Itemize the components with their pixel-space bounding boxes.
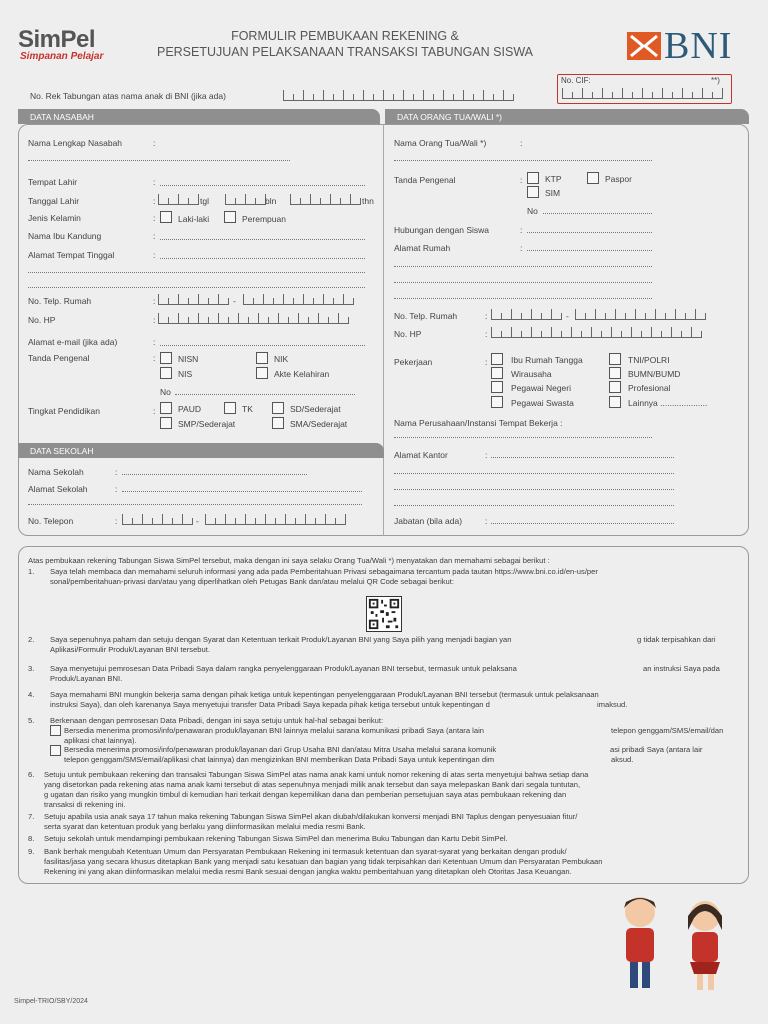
statement-5b-line2: telepon genggam/SMS/email/aplikasi chat lainnya) dan mengizinkan BNI memberikan Data Pribadi Saya untuk kepentingan dim (64, 755, 495, 764)
alamat-rumah-input-1[interactable] (527, 250, 652, 251)
akte-checkbox[interactable] (256, 367, 268, 379)
alamat-label: Alamat Tempat Tinggal (28, 250, 115, 260)
colon: : (520, 175, 523, 185)
tgl-label: tgl (200, 196, 209, 206)
item-number: 2. (28, 635, 35, 644)
paspor-label: Paspor (605, 174, 632, 184)
irt-checkbox[interactable] (491, 353, 503, 365)
bln-label: bln (265, 196, 277, 206)
statement-4-line1: Saya memahami BNI mungkin bekerja sama dengan pihak ketiga untuk kepentingan penyelenggaraan Produk/Layanan BNI tersebut (termasuk untuk pelaksanaan (50, 690, 599, 699)
statement-2-line1-end: g tidak terpisahkan dari (637, 635, 716, 644)
jabatan-label: Jabatan (bila ada) (394, 516, 463, 526)
bumn-checkbox[interactable] (609, 367, 621, 379)
paud-checkbox[interactable] (160, 402, 172, 414)
ortu-pengenal-no-label: No (527, 206, 538, 216)
nama-ortu-label: Nama Orang Tua/Wali *) (394, 138, 487, 148)
thn-label: thn (362, 196, 374, 206)
sim-checkbox[interactable] (527, 186, 539, 198)
colon: : (485, 450, 488, 460)
perempuan-checkbox[interactable] (224, 211, 236, 223)
simpel-logo-subtitle: Simpanan Pelajar (20, 51, 104, 62)
alamat-kantor-label: Alamat Kantor (394, 450, 448, 460)
tni-label: TNI/POLRI (628, 355, 670, 365)
colon: : (153, 213, 156, 223)
tk-label: TK (242, 404, 253, 414)
colon: : (153, 231, 156, 241)
promo-bni-checkbox[interactable] (50, 725, 61, 736)
item-number: 4. (28, 690, 35, 699)
email-label: Alamat e-mail (jika ada) (28, 337, 118, 347)
statement-3-line1-end: an instruksi Saya pada (643, 664, 720, 673)
sd-label: SD/Sederajat (290, 404, 341, 414)
statement-2-line1: Saya sepenuhnya paham dan setuju dengan Syarat dan Ketentuan terkait Produk/Layanan BNI yang Saya pilih yang menjadi bagian yan (50, 635, 512, 644)
ortu-pengenal-no-input[interactable] (543, 213, 652, 214)
colon: : (520, 225, 523, 235)
pendidikan-label: Tingkat Pendidikan (28, 406, 100, 416)
colon: : (153, 337, 156, 347)
statement-4-line2: instruksi Saya), dan oleh karenanya Saya menyetujui transfer Data Pribadi Saya kepada pihak ketiga tersebut untuk kepentingan d (50, 700, 490, 709)
item-number: 3. (28, 664, 35, 673)
pegawai-negeri-label: Pegawai Negeri (511, 383, 572, 393)
alamat-sekolah-input-1[interactable] (122, 491, 362, 492)
laki-laki-checkbox[interactable] (160, 211, 172, 223)
cif-label: No. CIF: (561, 76, 591, 85)
pengenal-no-label: No (160, 387, 171, 397)
ortu-telp-kode-cells[interactable] (491, 309, 562, 320)
colon: : (115, 516, 118, 526)
hubungan-label: Hubungan dengan Siswa (394, 225, 489, 235)
statement-1-line2: sonal/pemberitahuan-privasi dan/atau yang diperlihatkan oleh Petugas Bank dan/atau melalui QR Code sebagai berikut: (50, 577, 454, 586)
alamat-rumah-input-4[interactable] (394, 298, 652, 299)
wirausaha-checkbox[interactable] (491, 367, 503, 379)
statement-2-line2: Aplikasi/Formulir Produk/Layanan BNI tersebut. (50, 645, 210, 654)
dash: - (196, 516, 199, 526)
section-data-sekolah: DATA SEKOLAH (18, 443, 384, 458)
hp-cells[interactable] (158, 313, 349, 324)
perusahaan-input[interactable] (394, 437, 652, 438)
item-number: 1. (28, 567, 35, 576)
tanggal-lahir-label: Tanggal Lahir (28, 196, 80, 206)
statement-6-line2: yang disetorkan pada rekening atas nama anak kami tersebut di atas sepenuhnya menjadi milik anak tersebut dan saya melepaskan Bank dari segala tuntutan, (44, 780, 581, 789)
colon: : (485, 329, 488, 339)
akte-label: Akte Kelahiran (274, 369, 330, 379)
ortu-telp-label: No. Telp. Rumah (394, 311, 458, 321)
statement-intro: Atas pembukaan rekening Tabungan Siswa SimPel tersebut, maka dengan ini saya selaku Orang Tua/Wali *) menyatakan dan memahami sebagai berikut : (28, 556, 550, 565)
sd-checkbox[interactable] (272, 402, 284, 414)
alamat-kantor-input-2[interactable] (394, 473, 674, 474)
item-number: 5. (28, 716, 35, 725)
statement-9-line3: Rekening ini yang akan diinformasikan melalui media resmi Bank sesuai dengan jangka waktu pemberitahuan yang ditetapkan oleh Otoritas Jasa Keuangan. (44, 867, 572, 876)
cif-note: **) (711, 76, 720, 85)
nama-lengkap-label: Nama Lengkap Nasabah (28, 138, 123, 148)
footer-code: Simpel-TRIO/SBY/2024 (14, 998, 88, 1005)
colon: : (485, 311, 488, 321)
colon: : (485, 357, 488, 367)
telp-nomor-cells[interactable] (243, 294, 354, 305)
telp-rumah-label: No. Telp. Rumah (28, 296, 92, 306)
perempuan-label: Perempuan (242, 214, 286, 224)
alamat-rumah-input-2[interactable] (394, 266, 652, 267)
tempat-lahir-label: Tempat Lahir (28, 177, 78, 187)
nama-lengkap-input[interactable] (28, 160, 290, 161)
tni-checkbox[interactable] (609, 353, 621, 365)
statement-5-intro: Berkenaan dengan pemrosesan Data Pribadi, dengan ini saya setuju untuk hal-hal sebagai berikut: (50, 716, 384, 725)
alamat-sekolah-input-2[interactable] (28, 504, 362, 505)
colon: : (520, 138, 523, 148)
ortu-pengenal-label: Tanda Pengenal (394, 175, 456, 185)
ibu-kandung-input[interactable] (160, 239, 365, 240)
bni-logo-icon (627, 32, 661, 60)
alamat-input-1[interactable] (160, 258, 365, 259)
smp-checkbox[interactable] (160, 417, 172, 429)
item-number: 6. (28, 770, 35, 779)
colon: : (153, 177, 156, 187)
colon: : (485, 516, 488, 526)
laki-laki-label: Laki-laki (178, 214, 210, 224)
rek-label: No. Rek Tabungan atas nama anak di BNI (jika ada) (30, 91, 226, 101)
nik-label: NIK (274, 354, 289, 364)
rek-digit-cells[interactable] (283, 90, 514, 101)
telepon-sekolah-kode-cells[interactable] (122, 514, 193, 525)
ibu-kandung-label: Nama Ibu Kandung (28, 231, 102, 241)
statement-3-line2: Produk/Layanan BNI. (50, 674, 123, 683)
statement-6-line1: Setuju untuk pembukaan rekening dan transaksi Tabungan Siswa SimPel atas nama anak kami untuk nomor rekening di atas serta menyetujui bahwa setiap dana (44, 770, 589, 779)
tempat-lahir-input[interactable] (160, 185, 365, 186)
simpel-logo: SimPel (18, 26, 96, 53)
email-input[interactable] (160, 345, 365, 346)
colon: : (520, 243, 523, 253)
statement-4-line2-end: imaksud. (597, 700, 628, 709)
thn-cells[interactable] (290, 194, 361, 205)
paud-label: PAUD (178, 404, 201, 414)
cif-digit-cells[interactable] (562, 88, 723, 99)
ortu-hp-label: No. HP (394, 329, 422, 339)
statement-7-line1: Setuju apabila usia anak saya 17 tahun maka rekening Tabungan Siswa SimPel akan diubah/dilakukan konversi menjadi BNI Taplus dengan penyesuaian fitur/ (44, 812, 578, 821)
statement-6-line3: g ugatan dan risiko yang mungkin timbul di kemudian hari terkait dengan kepemilikan dana dan pemberian persetujuan saya atas pembukaan rekening dan (44, 790, 567, 799)
lainnya-checkbox[interactable] (609, 396, 621, 408)
colon: : (153, 353, 156, 363)
statement-7-line2: serta syarat dan ketentuan produk yang berlaku yang diinformasikan melalui media resmi Bank. (44, 822, 366, 831)
statement-9-line1: Bank berhak mengubah Ketentuan Umum dan Persyaratan Pembukaan Rekening ini termasuk ketentuan dan syarat-syarat yang berkaitan dengan produk/ (44, 847, 567, 856)
statement-5b-line1-end: asi pribadi Saya (antara lair (610, 745, 703, 754)
ktp-label: KTP (545, 174, 562, 184)
nama-ortu-input[interactable] (394, 160, 652, 161)
pegawai-swasta-checkbox[interactable] (491, 396, 503, 408)
colon: : (153, 406, 156, 416)
nik-checkbox[interactable] (256, 352, 268, 364)
profesional-checkbox[interactable] (609, 381, 621, 393)
sma-label: SMA/Sederajat (290, 419, 348, 429)
alamat-rumah-input-3[interactable] (394, 282, 652, 283)
alamat-rumah-label: Alamat Rumah (394, 243, 451, 253)
statement-9-line2: fasilitas/jasa yang secara khusus ditetapkan Bank yang menjadi satu kesatuan dan bagian yang tidak terpisahkan dari Ketentuan Umum dan Persyaratan Pembukaan (44, 857, 603, 866)
colon: : (153, 315, 156, 325)
qr-code-icon (366, 596, 402, 632)
hp-label: No. HP (28, 315, 56, 325)
section-data-orang-tua: DATA ORANG TUA/WALI *) (385, 109, 749, 124)
form-title (140, 28, 550, 60)
alamat-kantor-input-1[interactable] (491, 457, 674, 458)
nis-checkbox[interactable] (160, 367, 172, 379)
statement-5b-line1: Bersedia menerima promosi/info/penawaran produk/layanan dari Grup Usaha BNI dan/atau Mitra Usaha melalui sarana komunik (64, 745, 497, 754)
colon: : (153, 296, 156, 306)
alamat-sekolah-label: Alamat Sekolah (28, 484, 88, 494)
item-number: 8. (28, 834, 35, 843)
item-number: 9. (28, 847, 35, 856)
section-data-nasabah: DATA NASABAH (18, 109, 380, 124)
colon: : (115, 467, 118, 477)
alamat-kantor-input-4[interactable] (394, 505, 674, 506)
perusahaan-label: Nama Perusahaan/Instansi Tempat Bekerja : (394, 418, 563, 428)
smp-label: SMP/Sederajat (178, 419, 236, 429)
colon: : (153, 250, 156, 260)
ortu-hp-cells[interactable] (491, 327, 702, 338)
ktp-checkbox[interactable] (527, 172, 539, 184)
nisn-label: NISN (178, 354, 199, 364)
bumn-label: BUMN/BUMD (628, 369, 681, 379)
telp-kode-cells[interactable] (158, 294, 229, 305)
statement-1-line1: Saya telah membaca dan memahami seluruh informasi yang ada pada Pemberitahuan Privasi sebagaimana tercantum pada tautan https://www.bni.co.id/en-us/per (50, 567, 598, 576)
statement-5b-line2-end: aksud. (611, 755, 634, 764)
tk-checkbox[interactable] (224, 402, 236, 414)
colon: : (115, 484, 118, 494)
profesional-label: Profesional (628, 383, 671, 393)
colon: : (153, 196, 156, 206)
pegawai-negeri-checkbox[interactable] (491, 381, 503, 393)
pekerjaan-label: Pekerjaan (394, 357, 433, 367)
jenis-kelamin-label: Jenis Kelamin (28, 213, 81, 223)
dash: - (566, 311, 569, 321)
statement-5a-line1-end: telepon genggam/SMS/email/dan (611, 726, 724, 735)
pengenal-no-input[interactable] (175, 394, 355, 395)
students-illustration-icon (600, 890, 750, 1000)
alamat-kantor-input-3[interactable] (394, 489, 674, 490)
bni-logo-text: BNI (664, 25, 733, 67)
promo-grup-checkbox[interactable] (50, 745, 61, 756)
telepon-sekolah-label: No. Telepon (28, 516, 74, 526)
nis-label: NIS (178, 369, 193, 379)
form-title-line2: PERSETUJUAN PELAKSANAAN TRANSAKSI TABUNGAN SISWA (156, 45, 534, 59)
dash: - (233, 296, 236, 306)
tgl-cells[interactable] (158, 194, 199, 205)
panel-divider (383, 124, 384, 536)
ortu-telp-nomor-cells[interactable] (575, 309, 706, 320)
lainnya-label: Lainnya .................... (628, 398, 708, 408)
wirausaha-label: Wirausaha (511, 369, 552, 379)
pegawai-swasta-label: Pegawai Swasta (511, 398, 574, 408)
statement-5a-line2: aplikasi chat lainnya). (64, 736, 137, 745)
nama-sekolah-input[interactable] (122, 474, 307, 475)
tanda-pengenal-label: Tanda Pengenal (28, 353, 90, 363)
jabatan-input[interactable] (491, 523, 674, 524)
nisn-checkbox[interactable] (160, 352, 172, 364)
colon: : (153, 138, 156, 148)
alamat-input-3[interactable] (28, 287, 365, 288)
irt-label: Ibu Rumah Tangga (511, 355, 583, 365)
statement-6-line4: transaksi di rekening ini. (44, 800, 126, 809)
sma-checkbox[interactable] (272, 417, 284, 429)
alamat-input-2[interactable] (28, 272, 365, 273)
statement-5a-line1: Bersedia menerima promosi/info/penawaran produk/layanan BNI lainnya melalui sarana komunikasi pribadi Saya (antara lain (64, 726, 484, 735)
nama-sekolah-label: Nama Sekolah (28, 467, 84, 477)
statement-8: Setuju sekolah untuk mendampingi pembukaan rekening Tabungan Siswa SimPel dan menerima Buku Tabungan dan Kartu Debit SimPel. (44, 834, 508, 843)
form-title-line1: FORMULIR PEMBUKAAN REKENING & (231, 29, 459, 43)
bln-cells[interactable] (225, 194, 266, 205)
sim-label: SIM (545, 188, 561, 198)
hubungan-input[interactable] (527, 232, 652, 233)
paspor-checkbox[interactable] (587, 172, 599, 184)
item-number: 7. (28, 812, 35, 821)
statement-3-line1: Saya menyetujui pemrosesan Data Pribadi Saya dalam rangka penyelenggaraan Produk/Layanan BNI tersebut, termasuk untuk pelaksana (50, 664, 517, 673)
telepon-sekolah-nomor-cells[interactable] (205, 514, 346, 525)
